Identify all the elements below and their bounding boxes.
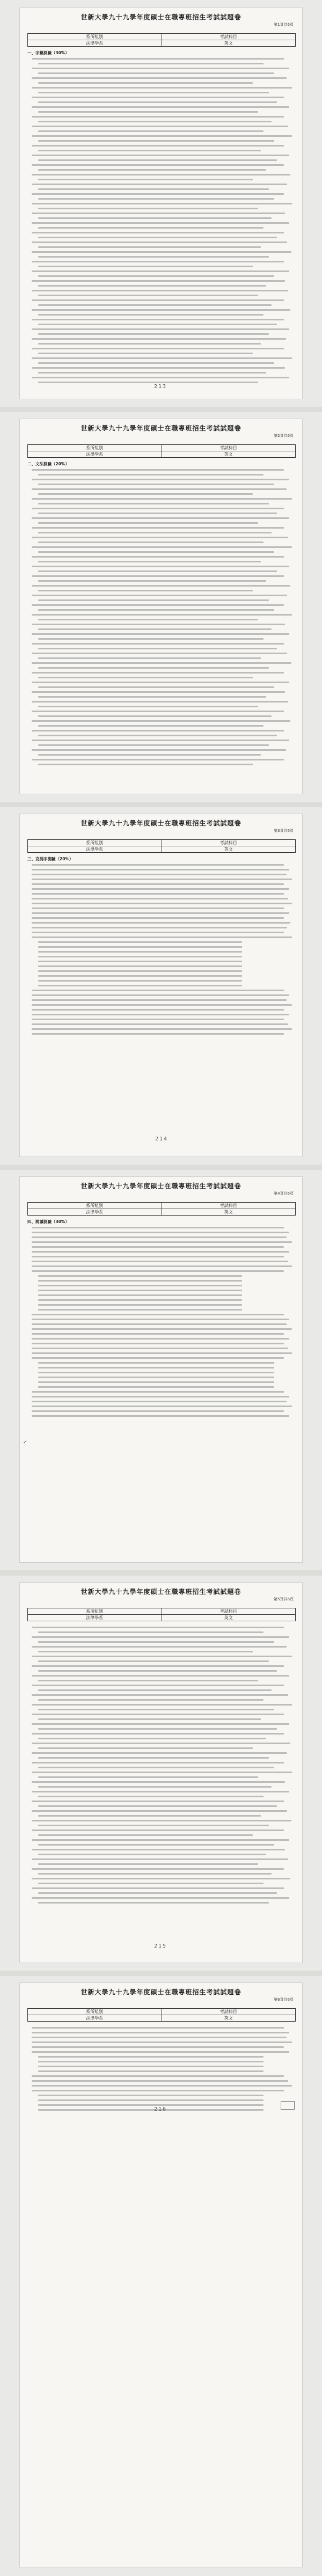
page-number-mark: 216 [154, 2106, 167, 2112]
dept-value: 法律學系 [28, 2015, 162, 2022]
exam-sheet-6 [19, 1982, 303, 2567]
question-block [32, 58, 295, 383]
exam-sheet-2 [19, 419, 303, 794]
subject-label: 考試科目 [162, 1608, 296, 1615]
section-heading: 三、克漏字測驗（20%） [27, 857, 74, 861]
info-table [27, 2008, 296, 2022]
info-table [27, 33, 296, 47]
subject-label: 考試科目 [162, 840, 296, 846]
sheet-title: 世新大學九十九學年度碩士在職專班招生考試試題卷 [80, 1988, 241, 1996]
info-table [27, 1202, 296, 1216]
page-tag: 第6頁共6頁 [274, 1997, 294, 2002]
dept-label: 系所組別 [28, 1608, 162, 1615]
subject-value: 英文 [162, 40, 296, 47]
info-table [27, 1608, 296, 1621]
question-block [32, 469, 295, 765]
page-number-mark: 213 [154, 384, 167, 390]
question-block [32, 2027, 295, 2111]
subject-label: 考試科目 [162, 1203, 296, 1209]
page-tag: 第1頁共6頁 [274, 23, 294, 27]
question-block [32, 1627, 295, 1904]
fold-divider [0, 1165, 322, 1170]
dept-label: 系所組別 [28, 1203, 162, 1209]
page-tag: 第5頁共6頁 [274, 1597, 294, 1601]
sheet-title: 世新大學九十九學年度碩士在職專班招生考試試題卷 [80, 425, 241, 432]
page-number-mark: 214 [155, 1136, 169, 1142]
sheet-title: 世新大學九十九學年度碩士在職專班招生考試試題卷 [80, 1588, 241, 1596]
fold-divider [0, 1971, 322, 1976]
page-number-mark: 215 [154, 1943, 167, 1949]
dept-value: 法律學系 [28, 846, 162, 853]
dept-value: 法律學系 [28, 451, 162, 458]
section-heading: 二、文法測驗（20%） [27, 462, 69, 466]
info-table [27, 839, 296, 853]
subject-label: 考試科目 [162, 445, 296, 451]
fold-divider [0, 407, 322, 412]
sheet-title: 世新大學九十九學年度碩士在職專班招生考試試題卷 [80, 1182, 241, 1190]
fold-divider [0, 802, 322, 807]
subject-label: 考試科目 [162, 2009, 296, 2015]
page-tag: 第3頁共6頁 [274, 829, 294, 833]
subject-value: 英文 [162, 846, 296, 853]
page-tag: 第4頁共6頁 [274, 1191, 294, 1196]
dept-label: 系所組別 [28, 34, 162, 40]
dept-value: 法律學系 [28, 1209, 162, 1216]
dept-label: 系所組別 [28, 445, 162, 451]
subject-label: 考試科目 [162, 34, 296, 40]
question-block [32, 864, 295, 1035]
section-heading: 四、閱讀測驗（30%） [27, 1219, 69, 1224]
section-heading: 一、字彙測驗（30%） [27, 50, 69, 55]
dept-value: 法律學系 [28, 1615, 162, 1621]
dept-label: 系所組別 [28, 2009, 162, 2015]
exam-sheet-5 [19, 1582, 303, 1963]
sheet-title: 世新大學九十九學年度碩士在職專班招生考試試題卷 [80, 819, 241, 827]
sheet-title: 世新大學九十九學年度碩士在職專班招生考試試題卷 [80, 13, 241, 21]
page-tag: 第2頁共6頁 [274, 434, 294, 438]
exam-sheet-4 [19, 1176, 303, 1563]
handwritten-mark: ✓ [23, 1440, 27, 1445]
subject-value: 英文 [162, 1209, 296, 1216]
question-block [32, 1227, 295, 1417]
dept-value: 法律學系 [28, 40, 162, 47]
info-table [27, 444, 296, 458]
fold-divider [0, 1570, 322, 1576]
exam-sheet-3 [19, 814, 303, 1157]
dept-label: 系所組別 [28, 840, 162, 846]
subject-value: 英文 [162, 2015, 296, 2022]
subject-value: 英文 [162, 1615, 296, 1621]
subject-value: 英文 [162, 451, 296, 458]
exam-sheet-1 [19, 8, 303, 399]
stamp-box [281, 2101, 295, 2110]
